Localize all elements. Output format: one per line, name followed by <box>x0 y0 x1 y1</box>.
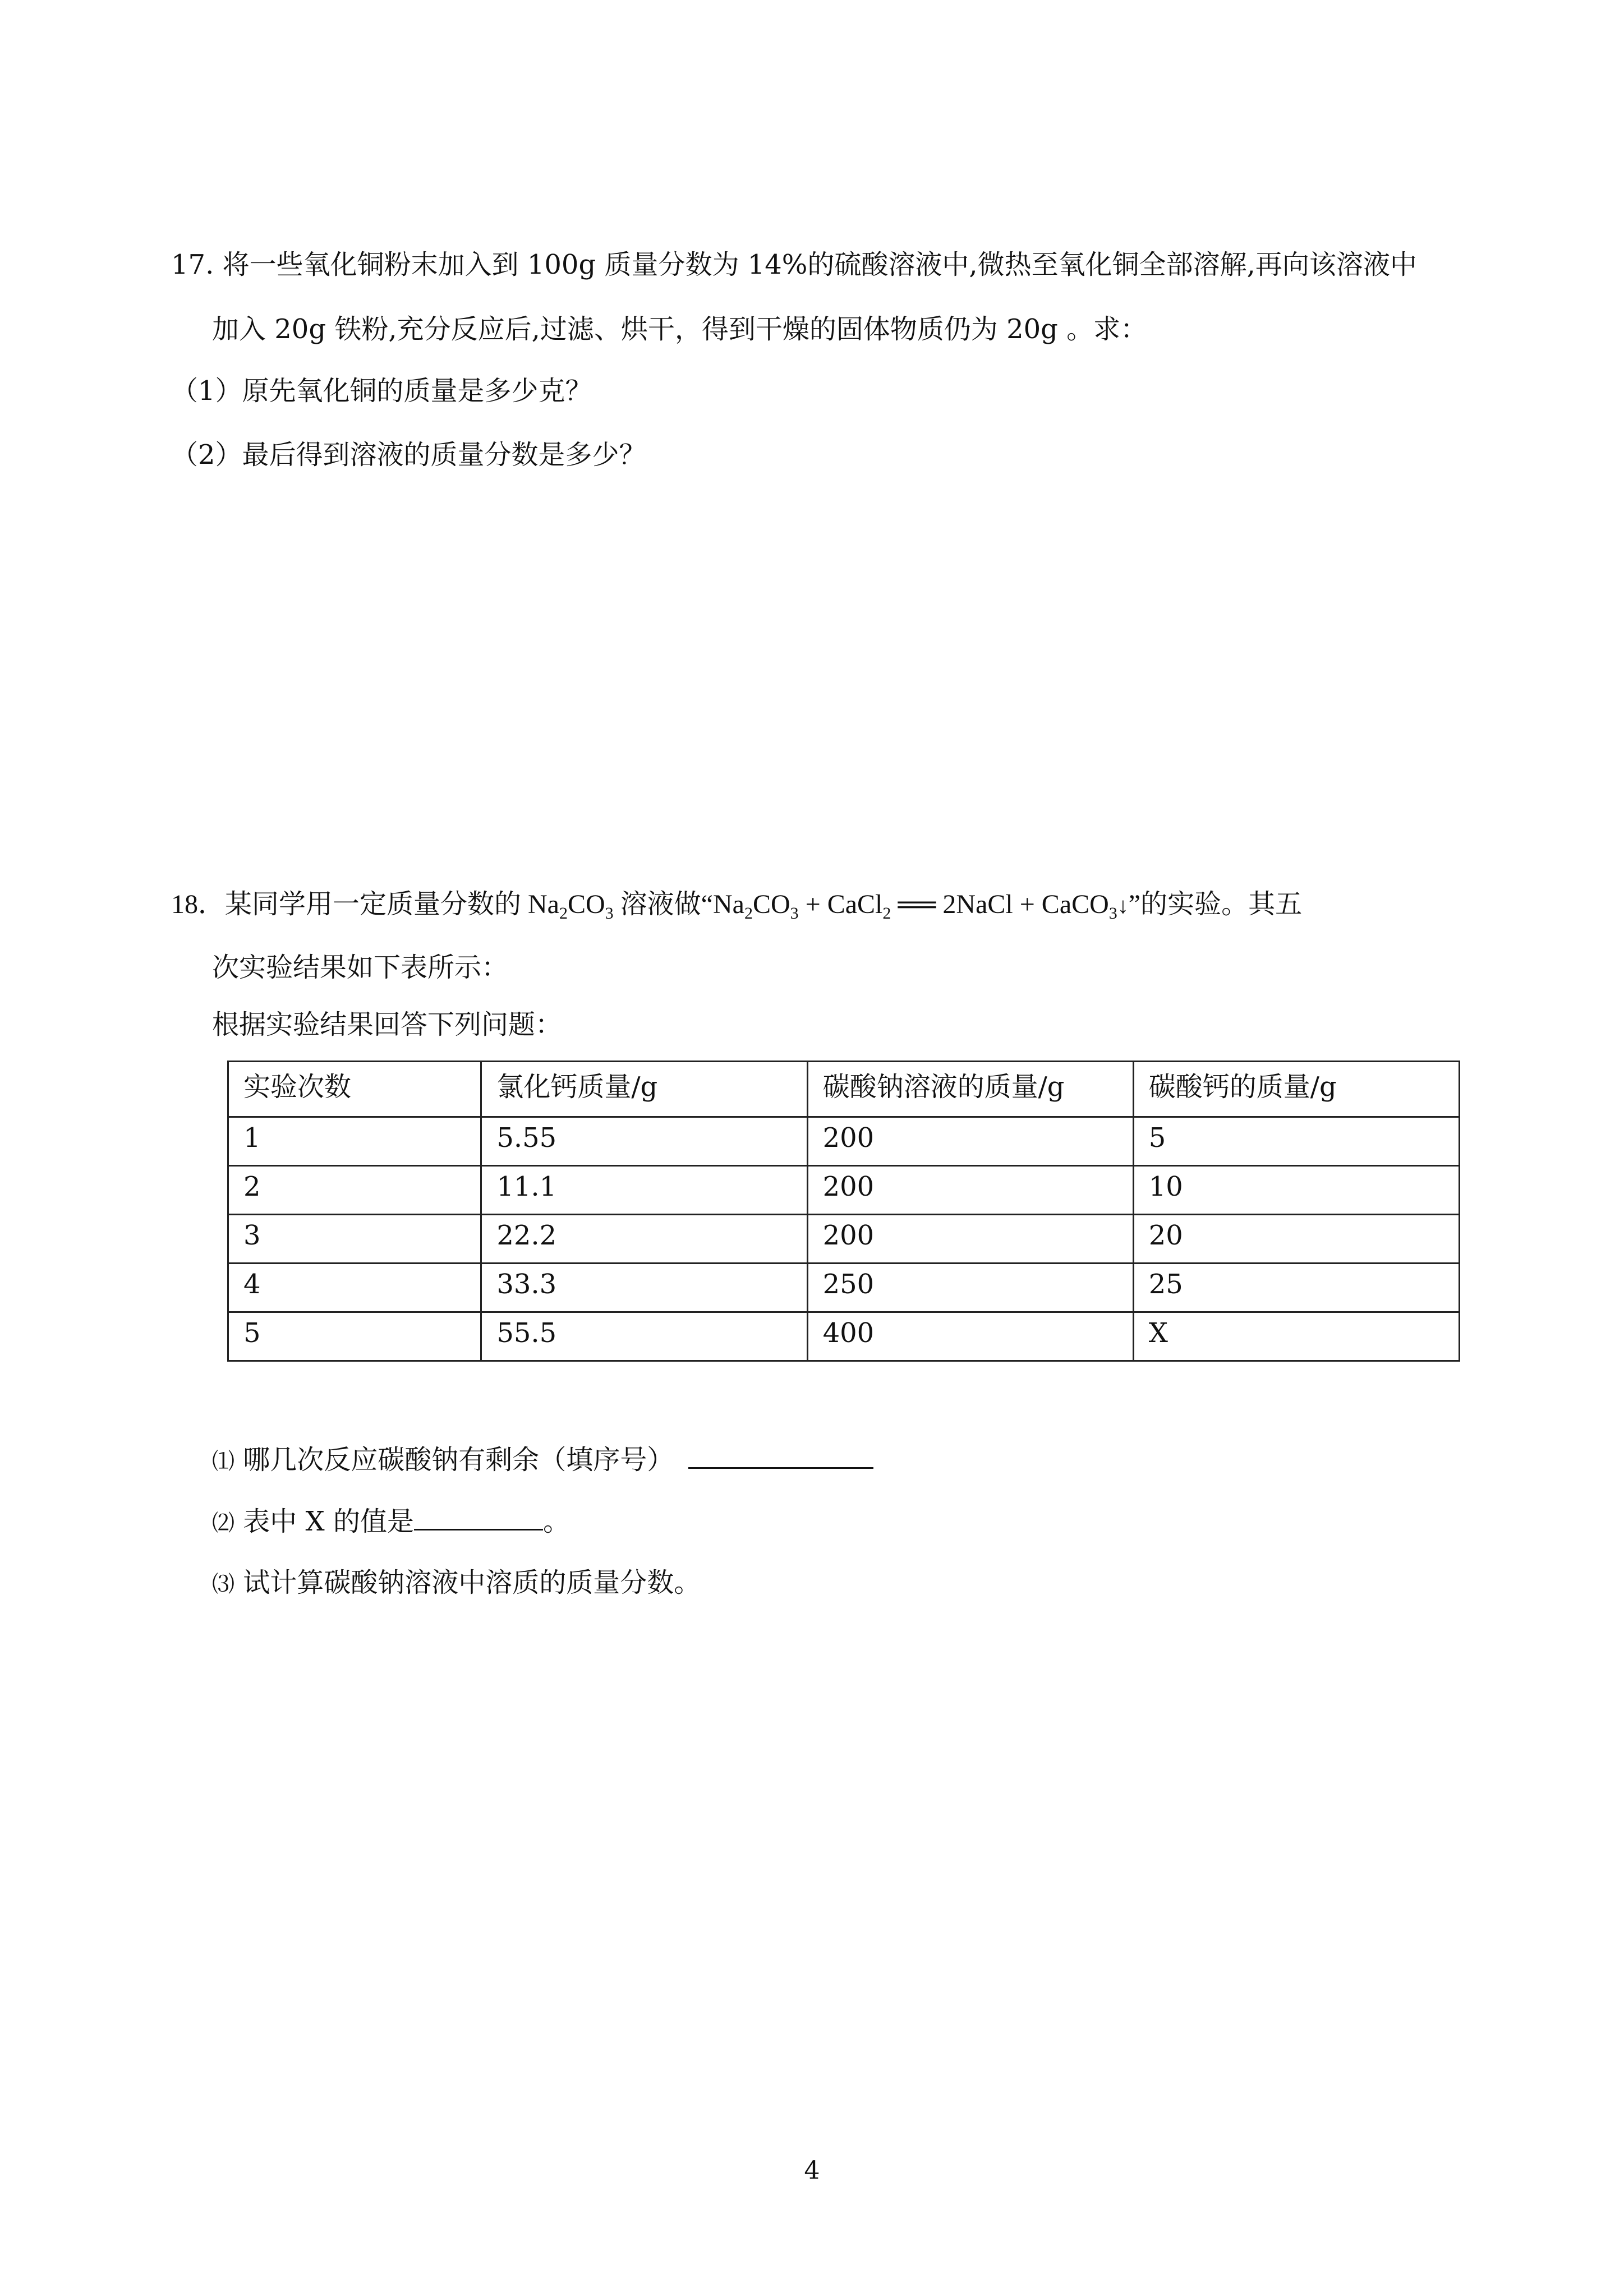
table-cell: 11.1 <box>481 1166 807 1215</box>
answer-blank-2[interactable] <box>414 1504 543 1530</box>
q18-prefix: 18．某同学用一定质量分数的 <box>171 889 528 919</box>
down-arrow-icon: ↓ <box>1117 893 1129 918</box>
co-text-2: CO <box>752 889 790 919</box>
q17-line1: 17. 将一些氧化铜粉末加入到 100g 质量分数为 14%的硫酸溶液中,微热至氧化铜全部溶解,再向该溶液中 <box>171 249 1417 280</box>
header-cell: 碳酸钙的质量/g <box>1133 1062 1459 1117</box>
q2-end: 。 <box>542 1506 570 1537</box>
results-table <box>227 1061 1460 1362</box>
q3-number: ⑶ <box>212 1571 234 1597</box>
equation-rhs: ══ 2NaCl + CaCO <box>891 889 1109 919</box>
q1-text: 哪几次反应碳酸钠有剩余（填序号） <box>243 1444 674 1476</box>
table-cell: 2 <box>228 1166 481 1215</box>
table-cell: 5.55 <box>481 1117 807 1166</box>
table-cell: 400 <box>807 1312 1133 1361</box>
table-cell: 200 <box>807 1215 1133 1264</box>
q18-question-1 <box>212 1442 873 1478</box>
sub-3c: 3 <box>1108 904 1117 923</box>
q18-line2: 次实验结果如下表所示： <box>212 952 509 983</box>
answer-blank-1[interactable] <box>688 1442 873 1469</box>
header-cell: 氯化钙质量/g <box>481 1062 807 1117</box>
q17-line2: 加入 20g 铁粉,充分反应后,过滤、烘干，得到干燥的固体物质仍为 20g 。求： <box>212 313 1148 345</box>
table-row <box>228 1264 1460 1312</box>
table-cell: 200 <box>807 1117 1133 1166</box>
q2-number: ⑵ <box>212 1510 234 1536</box>
q2-text: 表中 X 的值是 <box>243 1506 414 1537</box>
q18-intro: 根据实验结果回答下列问题： <box>212 1009 563 1040</box>
q18-question-3 <box>212 1566 701 1601</box>
table-cell: 10 <box>1133 1166 1459 1215</box>
sub-2c: 2 <box>882 904 891 923</box>
table-cell: X <box>1133 1312 1459 1361</box>
table-cell: 5 <box>228 1312 481 1361</box>
sub-3: 3 <box>605 904 614 923</box>
sub-2b: 2 <box>744 904 753 923</box>
q18-line1 <box>171 888 1302 923</box>
table-row <box>228 1166 1460 1215</box>
table-cell: 33.3 <box>481 1264 807 1312</box>
table-cell: 55.5 <box>481 1312 807 1361</box>
header-cell: 碳酸钠溶液的质量/g <box>807 1062 1133 1117</box>
plus-cacl: + CaCl <box>798 889 883 919</box>
na-text: Na <box>528 889 559 919</box>
table-cell: 4 <box>228 1264 481 1312</box>
table-cell: 25 <box>1133 1264 1459 1312</box>
table-cell: 3 <box>228 1215 481 1264</box>
q3-text: 试计算碳酸钠溶液中溶质的质量分数。 <box>243 1567 701 1598</box>
page-number: 4 <box>804 2156 820 2185</box>
table-row <box>228 1312 1460 1361</box>
table-cell: 5 <box>1133 1117 1459 1166</box>
sub-3b: 3 <box>790 904 799 923</box>
q17-sub1: （1）原先氧化铜的质量是多少克？ <box>171 375 592 407</box>
table-cell: 1 <box>228 1117 481 1166</box>
q1-number: ⑴ <box>212 1449 234 1474</box>
na-text-2: Na <box>712 889 744 919</box>
table-cell: 200 <box>807 1166 1133 1215</box>
table-row <box>228 1117 1460 1166</box>
q18-mid: 溶液做“ <box>613 889 713 919</box>
header-cell: 实验次数 <box>228 1062 481 1117</box>
table-cell: 22.2 <box>481 1215 807 1264</box>
table-row <box>228 1215 1460 1264</box>
co-text: CO <box>567 889 605 919</box>
table-cell: 20 <box>1133 1215 1459 1264</box>
table-header-row <box>228 1062 1460 1117</box>
q18-question-2 <box>212 1504 570 1540</box>
q18-suffix: ”的实验。其五 <box>1128 889 1303 919</box>
sub-2: 2 <box>559 904 568 923</box>
q17-sub2: （2）最后得到溶液的质量分数是多少？ <box>171 439 646 471</box>
table-cell: 250 <box>807 1264 1133 1312</box>
